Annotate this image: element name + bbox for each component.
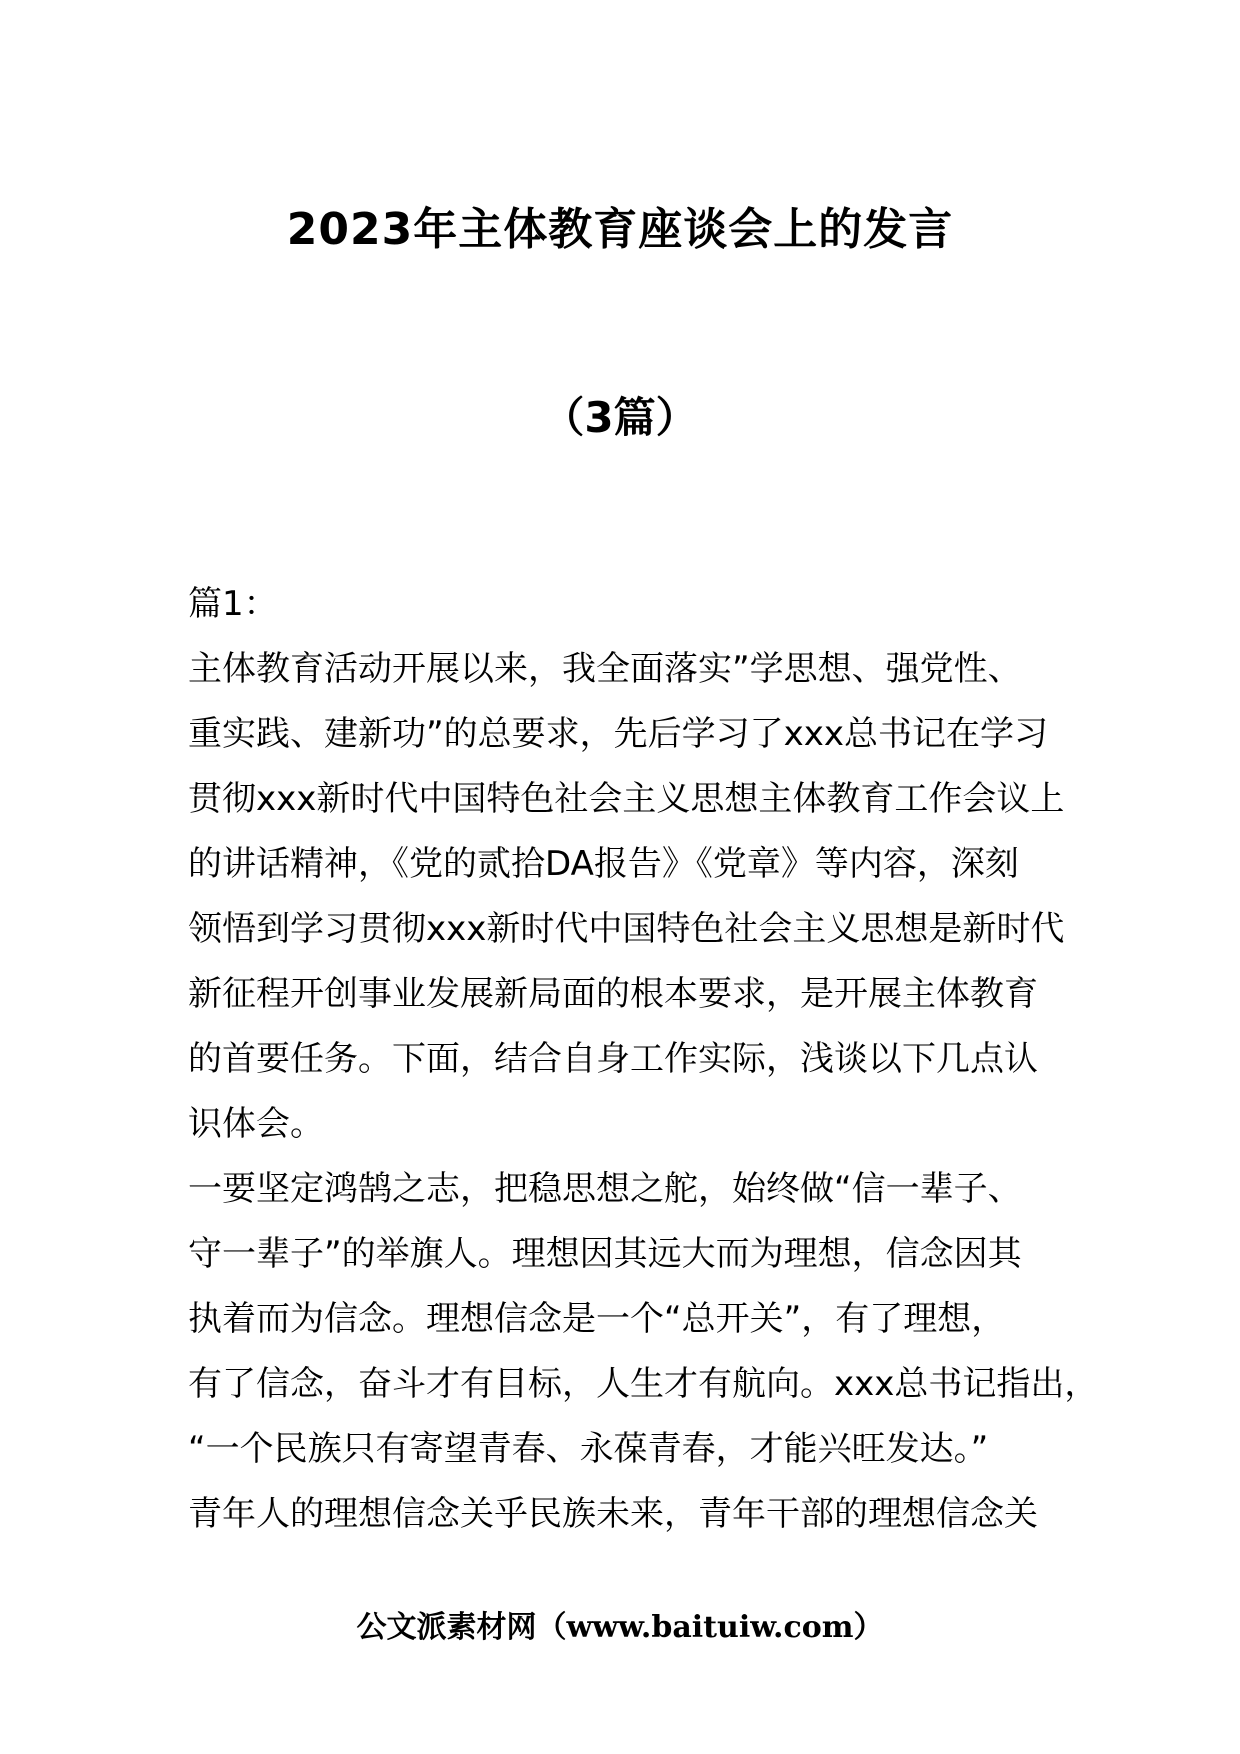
document-title: 2023年主体教育座谈会上的发言 bbox=[286, 204, 954, 255]
body-line: 领悟到学习贯彻xxx新时代中国特色社会主义思想是新时代 bbox=[188, 909, 1065, 949]
footer-source: 公文派素材网（www.baituiw.com） bbox=[356, 1610, 884, 1645]
body-line: 执着而为信念。理想信念是一个“总开关”，有了理想， bbox=[188, 1299, 1006, 1339]
body-line: 贯彻xxx新时代中国特色社会主义思想主体教育工作会议上 bbox=[188, 779, 1065, 819]
body-line: “一个民族只有寄望青春、永葆青春，才能兴旺发达。” bbox=[188, 1429, 989, 1469]
body-line: 主体教育活动开展以来，我全面落实”学思想、强党性、 bbox=[188, 649, 1022, 689]
document-body bbox=[188, 572, 1099, 1547]
body-line: 青年人的理想信念关乎民族未来，青年干部的理想信念关 bbox=[188, 1494, 1038, 1534]
document-subtitle: （3篇） bbox=[542, 393, 698, 442]
body-line: 有了信念，奋斗才有目标，人生才有航向。xxx总书记指出， bbox=[188, 1364, 1099, 1404]
body-line: 重实践、建新功”的总要求，先后学习了xxx总书记在学习 bbox=[188, 714, 1048, 754]
body-line: 的首要任务。下面，结合自身工作实际，浅谈以下几点认 bbox=[188, 1039, 1038, 1079]
body-line: 的讲话精神，《党的贰拾DA报告》《党章》等内容，深刻 bbox=[188, 844, 1019, 884]
section-heading: 篇1： bbox=[188, 584, 278, 624]
body-line: 一要坚定鸿鹄之志，把稳思想之舵，始终做“信一辈子、 bbox=[188, 1169, 1022, 1209]
body-line: 新征程开创事业发展新局面的根本要求，是开展主体教育 bbox=[188, 974, 1038, 1014]
body-line: 识体会。 bbox=[188, 1104, 324, 1144]
body-line: 守一辈子”的举旗人。理想因其远大而为理想，信念因其 bbox=[188, 1234, 1022, 1274]
